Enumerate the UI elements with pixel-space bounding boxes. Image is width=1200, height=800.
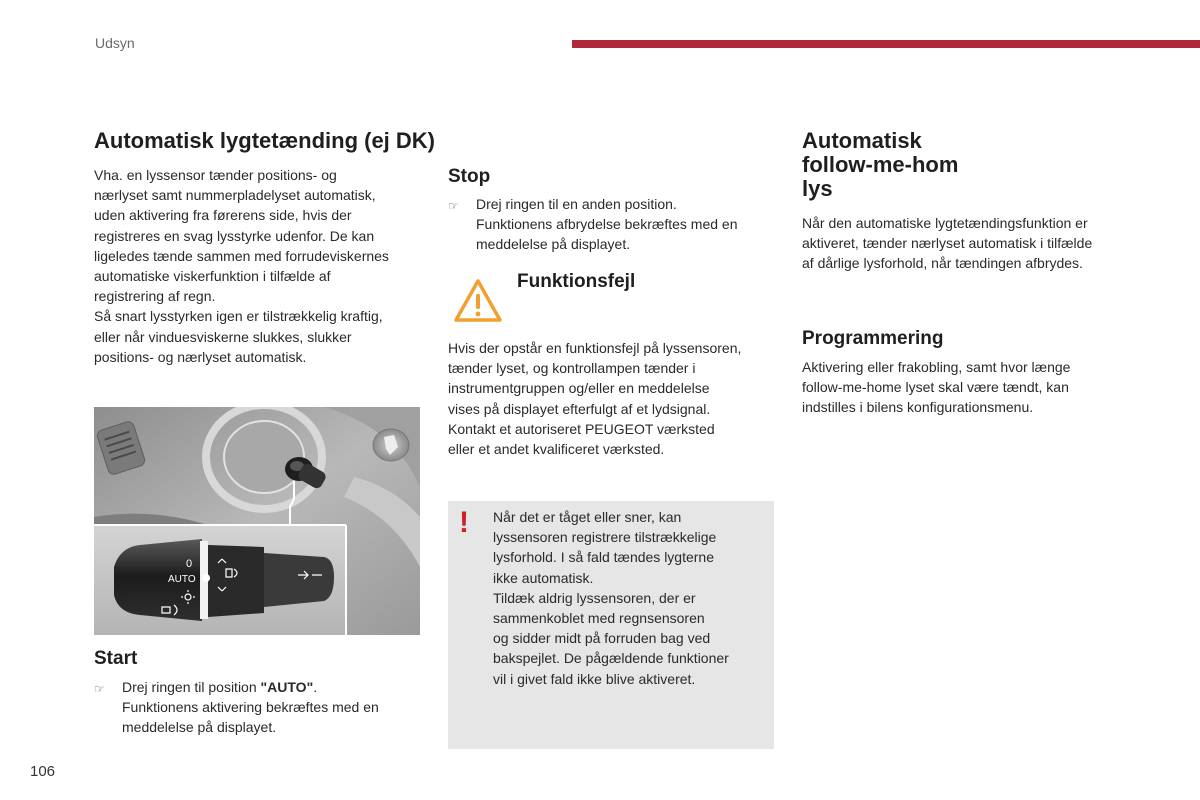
intro-line: ligeledes tænde sammen med forrudeviskernes	[94, 247, 389, 264]
stop-instruction	[448, 194, 778, 255]
intro-line: registreres en svag lysstyrke udenfor. De kan	[94, 227, 375, 244]
section-label: Udsyn	[95, 35, 135, 51]
fault-heading: Funktionsfejl	[517, 271, 636, 292]
follow-me-home-title: Automatisk follow-me-hom lys	[802, 128, 959, 201]
programming-heading: Programmering	[802, 328, 944, 349]
note-line: og sidder midt på forruden bag ved	[493, 630, 711, 647]
fault-line: instrumentgruppen og/eller en meddelelse	[448, 380, 710, 397]
pointing-hand-icon: ☞	[448, 199, 459, 213]
intro-paragraph	[94, 165, 434, 367]
follow-me-home-description	[802, 213, 1142, 274]
intro-line: positions- og nærlyset automatisk.	[94, 348, 307, 365]
start-heading: Start	[94, 648, 138, 669]
fault-line: eller et andet kvalificeret værksted.	[448, 441, 665, 458]
stop-line: Funktionens afbrydelse bekræftes med en	[476, 216, 738, 233]
pointing-hand-icon: ☞	[94, 682, 105, 696]
note-line: lysforhold. I så fald tændes lygterne	[493, 549, 715, 566]
auto-position-label: "AUTO"	[260, 679, 314, 695]
light-switch-stalk-illustration	[94, 407, 420, 635]
main-title: Automatisk lygtetænding (ej DK)	[94, 128, 436, 153]
note-line: Når det er tåget eller sner, kan	[493, 509, 682, 525]
fault-line: vises på displayet efterfulgt af et lydsignal.	[448, 400, 711, 417]
start-line: Drej ringen til position "AUTO".	[122, 679, 318, 695]
note-line: vil i givet fald ikke blive aktiveret.	[493, 670, 696, 687]
intro-line: automatiske viskerfunktion i tilfælde af	[94, 268, 331, 285]
fault-paragraph	[448, 338, 778, 459]
stop-line: meddelelse på displayet.	[476, 236, 631, 253]
programming-line: Aktivering eller frakobling, samt hvor længe	[802, 359, 1071, 375]
stop-line: Drej ringen til en anden position.	[476, 196, 677, 212]
fault-line: tænder lyset, og kontrollampen tænder i	[448, 360, 696, 377]
stalk-zero-label: 0	[186, 558, 193, 570]
note-line: bakspejlet. De pågældende funktioner	[493, 650, 729, 667]
note-text	[493, 507, 769, 689]
note-line: ikke automatisk.	[493, 569, 594, 586]
description-line: Når den automatiske lygtetændingsfunktion er	[802, 215, 1088, 231]
start-instruction	[94, 677, 424, 738]
start-line: Funktionens aktivering bekræftes med en	[122, 699, 379, 716]
stop-heading: Stop	[448, 166, 491, 187]
intro-line: registrering af regn.	[94, 288, 216, 305]
note-line: lyssensoren registrere tilstrækkelige	[493, 529, 717, 546]
exclamation-icon: !	[459, 506, 469, 539]
fault-line: Hvis der opstår en funktionsfejl på lyssensoren,	[448, 340, 742, 356]
start-line: meddelelse på displayet.	[122, 719, 277, 736]
intro-line: Så snart lysstyrken igen er tilstrækkelig kraftig,	[94, 308, 383, 325]
warning-triangle-icon	[453, 278, 503, 329]
page-number: 106	[30, 763, 56, 780]
header-accent-bar	[572, 40, 1200, 48]
note-line: sammenkoblet med regnsensoren	[493, 610, 705, 627]
note-line: Tildæk aldrig lyssensoren, der er	[493, 589, 696, 606]
programming-line: indstilles i bilens konfigurationsmenu.	[802, 399, 1034, 416]
description-line: af dårlige lysforhold, når tændingen afbrydes.	[802, 255, 1083, 272]
description-line: aktiveret, tænder nærlyset automatisk i tilfælde	[802, 235, 1093, 252]
fault-line: Kontakt et autoriseret PEUGEOT værksted	[448, 420, 715, 437]
stalk-auto-label: AUTO	[168, 574, 196, 585]
intro-line: uden aktivering fra førerens side, hvis der	[94, 207, 352, 224]
intro-line: nærlyset samt nummerpladelyset automatisk,	[94, 187, 376, 204]
programming-line: follow-me-home lyset skal være tændt, kan	[802, 379, 1069, 396]
intro-line: Vha. en lyssensor tænder positions- og	[94, 167, 337, 183]
intro-line: eller når vinduesviskerne slukkes, slukker	[94, 328, 352, 345]
programming-paragraph	[802, 357, 1142, 418]
